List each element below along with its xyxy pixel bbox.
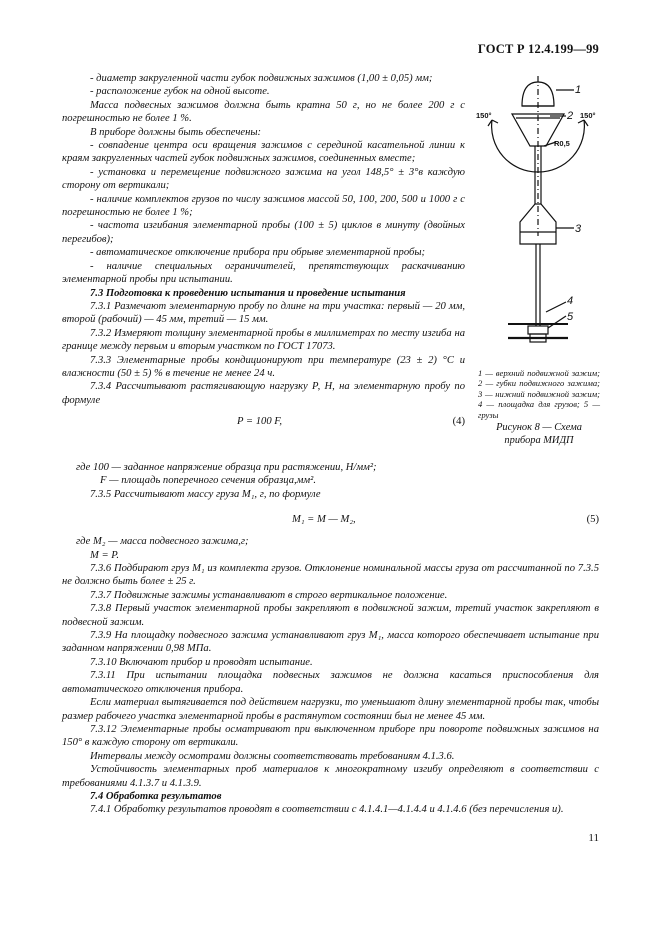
label-2: 2 bbox=[567, 110, 574, 122]
paragraph-7-3-8: 7.3.8 Первый участок элементарной пробы закрепляют в подвижной зажим, третий участок закрепляют в подвесной зажим. bbox=[62, 603, 599, 628]
document-id-header: ГОСТ Р 12.4.199—99 bbox=[477, 42, 599, 56]
page-number: 11 bbox=[588, 832, 599, 844]
formula-4 bbox=[62, 407, 465, 437]
formula-5-expression: M₁ = M — M₂, bbox=[292, 514, 356, 526]
paragraph-7-3-12: 7.3.12 Элементарные пробы осматривают при выключенном приборе при повороте подвижных зажимов на 150° в каждую сторону от вертикали. bbox=[62, 723, 599, 749]
paragraph-7-3-2: 7.3.2 Измеряют толщину элементарной пробы в миллиметрах по месту изгиба на границе между первым и вторым участком по ГОСТ 17073. bbox=[62, 327, 465, 353]
list-item: - установка и перемещение подвижного зажима на угол 148,5° ± 3°в каждую сторону от вертикали; bbox=[62, 166, 465, 192]
list-item: - расположение губок на одной высоте. bbox=[90, 86, 270, 98]
full-width-text bbox=[62, 461, 599, 817]
label-4: 4 bbox=[567, 295, 574, 307]
formula-4-number: (4) bbox=[452, 416, 465, 428]
section-heading-7-4: 7.4 Обработка результатов bbox=[90, 790, 222, 802]
formula-5-definitions bbox=[62, 535, 599, 562]
figure-caption: 1 — верхний подвижной зажим; 2 — губки подвижного зажима; 3 — нижний подвижной зажим; 4 — площадка для грузов; 5 — грузы bbox=[478, 368, 600, 420]
angle-label-right: 150° bbox=[580, 111, 596, 120]
paragraph-7-3-4: 7.3.4 Рассчитывают растягивающую нагрузку Р, Н, на элементарную пробу по формуле bbox=[62, 381, 465, 406]
label-3: 3 bbox=[575, 223, 582, 235]
definition-line: где 100 — заданное напряжение образца при растяжении, Н/мм²; bbox=[76, 462, 377, 473]
formula-5 bbox=[62, 501, 599, 535]
definition-line: где M₂ — масса подвесного зажима,г; bbox=[76, 536, 249, 548]
paragraph-7-3-11: 7.3.11 При испытании площадка подвесных зажимов не должна касаться приспособления для автоматического отключения прибора. bbox=[62, 670, 599, 695]
list-item: - наличие комплектов грузов по числу зажимов массой 50, 100, 200, 500 и 1000 г с погрешностью не более 1 %; bbox=[62, 193, 465, 219]
label-5: 5 bbox=[567, 311, 574, 323]
formula-4-definitions bbox=[62, 461, 599, 488]
paragraph-7-4-1: 7.4.1 Обработку результатов проводят в соответствии с 4.1.4.1—4.1.4.4 и 4.1.4.6 (без перечисления и). bbox=[90, 804, 564, 816]
paragraph: Масса подвесных зажимов должна быть кратна 50 г, но не более 200 г с погрешностью не более 1 %. bbox=[62, 99, 465, 125]
paragraph-7-3-6: 7.3.6 Подбирают груз M₁ из комплекта грузов. Отклонение номинальной массы груза от рассчитанной по 7.3.5 не должно быть более ± 25 г. bbox=[62, 563, 599, 588]
paragraph-7-3-5: 7.3.5 Рассчитывают массу груза М₁, г, по формуле bbox=[90, 488, 321, 500]
list-item: - частота изгибания элементарной пробы (100 ± 5) циклов в минуту (двойных перегибов); bbox=[62, 220, 465, 245]
paragraph: Интервалы между осмотрами должны соответствовать требованиям 4.1.3.6. bbox=[90, 750, 455, 762]
paragraph: В приборе должны быть обеспечены: bbox=[90, 126, 262, 138]
left-column-text bbox=[62, 72, 465, 437]
formula-4-expression: P = 100 F, bbox=[237, 416, 283, 428]
list-item: - наличие специальных ограничителей, препятствующих раскачиванию элементарной пробы при испытании. bbox=[62, 260, 465, 286]
list-item: - автоматическое отключение прибора при обрыве элементарной пробы; bbox=[90, 247, 426, 259]
figure-8-diagram bbox=[474, 76, 604, 366]
list-item: - совпадение центра оси вращения зажимов с серединой касательной линии к краям закругленных частей губок подвижных зажимов, соединенных вместе; bbox=[62, 140, 465, 165]
paragraph-7-3-1: 7.3.1 Размечают элементарную пробу по длине на три участка: первый — 20 мм, второй (рабочий) — 45 мм, третий — 15 мм. bbox=[62, 300, 465, 326]
figure-title: Рисунок 8 — Схема прибора МИДП bbox=[496, 422, 582, 446]
device-schematic bbox=[474, 76, 604, 366]
definition-line: F — площадь поперечного сечения образца,мм². bbox=[100, 475, 316, 487]
paragraph: Если материал вытягивается под действием нагрузки, то уменьшают длину элементарной пробы так, чтобы размер рабочего участка элементарной пробы в растянутом состоянии был не менее 45 мм. bbox=[62, 697, 599, 722]
list-item: - диаметр закругленной части губок подвижных зажимов (1,00 ± 0,05) мм; bbox=[90, 73, 433, 84]
paragraph-7-3-7: 7.3.7 Подвижные зажимы устанавливают в строго вертикальное положение. bbox=[90, 589, 448, 601]
paragraph: Устойчивость элементарных проб материалов к многократному изгибу определяют в соответствии с требованиями 4.1.3.7 и 4.1.3.9. bbox=[62, 764, 599, 789]
radius-label: R0,5 bbox=[554, 139, 570, 148]
section-heading-7-3: 7.3 Подготовка к проведению испытания и проведение испытания bbox=[90, 287, 406, 299]
definition-line: M = P. bbox=[90, 549, 120, 561]
formula-5-number: (5) bbox=[586, 514, 599, 526]
paragraph-7-3-3: 7.3.3 Элементарные пробы кондиционируют при температуре (23 ± 2) °С и влажности (50 ± 5) % в течение не менее 24 ч. bbox=[62, 354, 465, 379]
paragraph-7-3-9: 7.3.9 На площадку подвесного зажима устанавливают груз M₁, масса которого обеспечивает испытание при заданном напряжении 0,98 МПа. bbox=[62, 630, 599, 655]
angle-label-left: 150° bbox=[476, 111, 492, 120]
label-1: 1 bbox=[575, 84, 582, 96]
paragraph-7-3-10: 7.3.10 Включают прибор и проводят испытание. bbox=[90, 656, 313, 668]
